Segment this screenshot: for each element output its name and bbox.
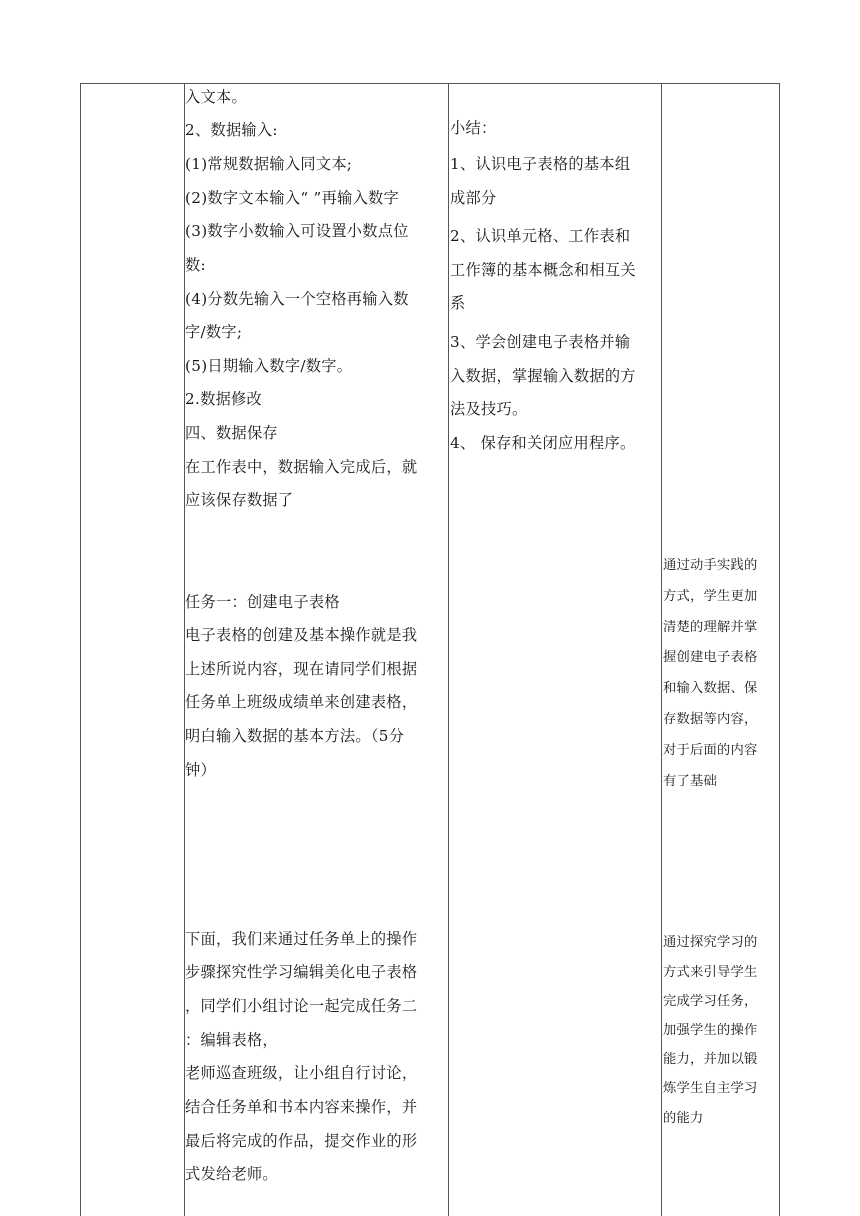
text-line: 完成学习任务， xyxy=(663,994,758,1009)
cell-teaching-content xyxy=(185,84,447,1216)
summary-heading: 小结： xyxy=(450,119,497,137)
text-line: 4、 保存和关闭应用程序。 xyxy=(450,434,636,452)
cell-column-1 xyxy=(81,84,184,1216)
text-line: 方式，学生更加 xyxy=(663,589,758,604)
text-line: 2、认识单元格、工作表和 xyxy=(450,227,631,245)
text-line: 存数据等内容， xyxy=(663,712,758,727)
lesson-plan-table xyxy=(80,83,780,1216)
task-heading: 任务一：创建电子表格 xyxy=(185,593,340,611)
text-line: 入数据，掌握输入数据的方 xyxy=(450,367,636,385)
text-line: 应该保存数据了 xyxy=(185,491,294,509)
text-line: (1)常规数据输入同文本; xyxy=(185,155,353,173)
text-line: 2.数据修改 xyxy=(185,390,263,408)
text-line: (3)数字小数输入可设置小数点位 xyxy=(185,222,409,240)
text-line: 字/数字; xyxy=(185,323,243,341)
text-line: 数: xyxy=(185,256,206,274)
text-line: 工作簿的基本概念和相互关 xyxy=(450,261,636,279)
text-line: 和输入数据、保 xyxy=(663,681,758,696)
column-divider xyxy=(448,84,449,1216)
text-line: 2、数据输入: xyxy=(185,121,278,139)
text-line: 成部分 xyxy=(450,189,497,207)
text-line: 四、数据保存 xyxy=(185,424,278,442)
text-line: 通过探究学习的 xyxy=(663,935,758,950)
text-line: 下面，我们来通过任务单上的操作 xyxy=(185,930,418,948)
text-line: 方式来引导学生 xyxy=(663,965,758,980)
text-line: 通过动手实践的 xyxy=(663,558,758,573)
text-line: 炼学生自主学习 xyxy=(663,1081,758,1096)
column-divider xyxy=(661,84,662,1216)
text-line: 系 xyxy=(450,294,466,312)
text-line: 握创建电子表格 xyxy=(663,650,758,665)
text-line: 清楚的理解并掌 xyxy=(663,620,758,635)
text-line: 最后将完成的作品，提交作业的形 xyxy=(185,1132,418,1150)
text-line: 有了基础 xyxy=(663,774,717,789)
text-line: 步骤探究性学习编辑美化电子表格 xyxy=(185,963,418,981)
text-line: 电子表格的创建及基本操作就是我 xyxy=(185,626,418,644)
text-line: 老师巡查班级，让小组自行讨论， xyxy=(185,1064,418,1082)
text-line: (4)分数先输入一个空格再输入数 xyxy=(185,290,409,308)
text-line: 明白输入数据的基本方法。（5分 xyxy=(185,727,405,745)
text-line: 式发给老师。 xyxy=(185,1165,278,1183)
text-line: 在工作表中，数据输入完成后，就 xyxy=(185,458,418,476)
text-line: ，同学们小组讨论一起完成任务二 xyxy=(185,997,418,1015)
text-line: 对于后面的内容 xyxy=(663,743,758,758)
text-line: (5)日期输入数字/数字。 xyxy=(185,357,353,375)
text-line: 加强学生的操作 xyxy=(663,1023,758,1038)
text-line: 能力，并加以锻 xyxy=(663,1052,758,1067)
text-line: 的能力 xyxy=(663,1111,704,1126)
text-line: 上述所说内容，现在请同学们根据 xyxy=(185,660,418,678)
text-line: 1、认识电子表格的基本组 xyxy=(450,155,631,173)
text-line: 入文本。 xyxy=(185,88,247,106)
cell-student-activity xyxy=(450,84,660,1216)
text-line: ：编辑表格， xyxy=(185,1031,278,1049)
text-line: (2)数字文本输入“ ”再输入数字 xyxy=(185,189,400,207)
cell-design-intent xyxy=(663,84,779,1216)
text-line: 3、学会创建电子表格并输 xyxy=(450,333,631,351)
text-line: 结合任务单和书本内容来操作，并 xyxy=(185,1098,418,1116)
text-line: 钟） xyxy=(185,761,216,779)
text-line: 任务单上班级成绩单来创建表格， xyxy=(185,693,418,711)
text-line: 法及技巧。 xyxy=(450,400,528,418)
